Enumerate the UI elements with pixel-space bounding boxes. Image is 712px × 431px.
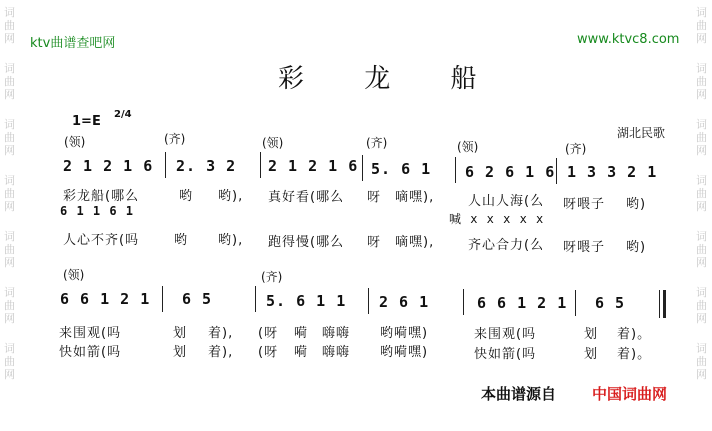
measure-notes: 2 6 1 bbox=[379, 293, 430, 311]
lyric: 划 bbox=[173, 345, 188, 360]
barline bbox=[165, 152, 166, 178]
barline bbox=[260, 152, 261, 178]
lyric: 人心不齐(吗 bbox=[63, 233, 140, 248]
lyric: 呀 bbox=[367, 235, 382, 250]
lyric: 嘀嘿), bbox=[395, 190, 435, 205]
lyric: 哟 bbox=[179, 189, 194, 204]
lyric: 嗬 bbox=[294, 326, 309, 341]
part-label: (齐) bbox=[164, 132, 186, 146]
watermark-text: 词曲网 bbox=[696, 118, 707, 157]
header-right-link[interactable]: www.ktvc8.com bbox=[577, 32, 680, 47]
lyric: 哟), bbox=[218, 233, 244, 248]
watermark-text: 词曲网 bbox=[696, 174, 707, 213]
lyric: 嗨嗨 bbox=[322, 326, 351, 341]
part-label: (领) bbox=[262, 136, 284, 150]
watermark-text: 词曲网 bbox=[4, 6, 15, 45]
measure-notes: 2. 3 2 bbox=[176, 157, 237, 175]
barline bbox=[362, 155, 363, 181]
watermark-strip-right bbox=[692, 0, 712, 431]
lyric: 齐心合力(么 bbox=[468, 238, 545, 253]
lyric: 哟) bbox=[626, 240, 647, 255]
lyric: 呀喂子 bbox=[563, 240, 606, 255]
lyric: 嗬 bbox=[294, 345, 309, 360]
lyric: 彩龙船(哪么 bbox=[63, 189, 140, 204]
lyric: 哟嗬嘿) bbox=[380, 326, 429, 341]
part-label: (齐) bbox=[565, 142, 587, 156]
watermark-text: 词曲网 bbox=[4, 118, 15, 157]
lyric: 哟), bbox=[218, 189, 244, 204]
part-label: (齐) bbox=[366, 136, 388, 150]
barline bbox=[455, 157, 456, 183]
verse-notes: 6 1 1 6 1 bbox=[60, 204, 135, 218]
part-label: (领) bbox=[63, 268, 85, 282]
barline bbox=[255, 286, 256, 312]
measure-notes: 6 5 bbox=[182, 290, 213, 308]
lyric: 跑得慢(哪么 bbox=[268, 235, 345, 250]
time-signature: 2/4 bbox=[114, 109, 132, 120]
lyric: 呀 bbox=[367, 190, 382, 205]
measure-notes: 2 1 2 1 6 bbox=[268, 157, 359, 175]
lyric: 着)。 bbox=[617, 327, 652, 342]
measure-notes: 2 1 2 1 6 bbox=[63, 157, 154, 175]
part-label: (齐) bbox=[261, 270, 283, 284]
barline bbox=[575, 290, 576, 316]
watermark-text: 词曲网 bbox=[4, 342, 15, 381]
lyric: 来围观(吗 bbox=[59, 326, 122, 341]
barline bbox=[368, 288, 369, 314]
verse-notes: 喊 x x x x x bbox=[449, 212, 545, 226]
final-barline-thick bbox=[663, 290, 666, 318]
lyric: 哟嗬嘿) bbox=[380, 345, 429, 360]
footer-label: 本曲谱源自 bbox=[481, 385, 557, 403]
header-left-link[interactable]: ktv曲谱查吧网 bbox=[30, 36, 116, 51]
measure-notes: 6 6 1 2 1 bbox=[477, 294, 568, 312]
lyric: 划 bbox=[584, 327, 599, 342]
part-label: (领) bbox=[457, 140, 479, 154]
watermark-strip-left bbox=[0, 0, 20, 431]
lyric: 嘀嘿), bbox=[395, 235, 435, 250]
key-signature: 1=E bbox=[72, 114, 101, 129]
song-source: 湖北民歌 bbox=[617, 126, 666, 140]
lyric: 着)。 bbox=[617, 347, 652, 362]
lyric: 划 bbox=[173, 326, 188, 341]
watermark-text: 词曲网 bbox=[696, 6, 707, 45]
lyric: 哟) bbox=[626, 197, 647, 212]
lyric: 哟 bbox=[174, 233, 189, 248]
lyric: 来围观(吗 bbox=[474, 327, 537, 342]
lyric: 呀喂子 bbox=[563, 197, 606, 212]
lyric: 嗨嗨 bbox=[322, 345, 351, 360]
lyric: 着), bbox=[208, 326, 234, 341]
song-title: 彩 龙 船 bbox=[278, 64, 503, 94]
barline bbox=[162, 286, 163, 312]
footer-site-link[interactable]: 中国词曲网 bbox=[592, 385, 668, 403]
measure-notes: 5. 6 1 bbox=[371, 160, 432, 178]
lyric: 真好看(哪么 bbox=[268, 190, 345, 205]
lyric: (呀 bbox=[258, 326, 279, 341]
watermark-text: 词曲网 bbox=[696, 230, 707, 269]
watermark-text: 词曲网 bbox=[696, 286, 707, 325]
watermark-text: 词曲网 bbox=[696, 342, 707, 381]
lyric: 快如箭(吗 bbox=[474, 347, 537, 362]
lyric: 划 bbox=[584, 347, 599, 362]
lyric: (呀 bbox=[258, 345, 279, 360]
barline bbox=[463, 289, 464, 315]
watermark-text: 词曲网 bbox=[696, 62, 707, 101]
watermark-text: 词曲网 bbox=[4, 286, 15, 325]
lyric: 人山人海(么 bbox=[468, 194, 545, 209]
measure-notes: 6 2 6 1 6 bbox=[465, 163, 556, 181]
measure-notes: 1 3 3 2 1 bbox=[567, 163, 658, 181]
watermark-text: 词曲网 bbox=[4, 62, 15, 101]
measure-notes: 6 5 bbox=[595, 294, 626, 312]
part-label: (领) bbox=[64, 135, 86, 149]
measure-notes: 6 6 1 2 1 bbox=[60, 290, 151, 308]
final-barline-thin bbox=[659, 290, 660, 318]
barline bbox=[556, 158, 557, 184]
lyric: 快如箭(吗 bbox=[59, 345, 122, 360]
watermark-text: 词曲网 bbox=[4, 230, 15, 269]
measure-notes: 5. 6 1 1 bbox=[266, 292, 347, 310]
lyric: 着), bbox=[208, 345, 234, 360]
watermark-text: 词曲网 bbox=[4, 174, 15, 213]
